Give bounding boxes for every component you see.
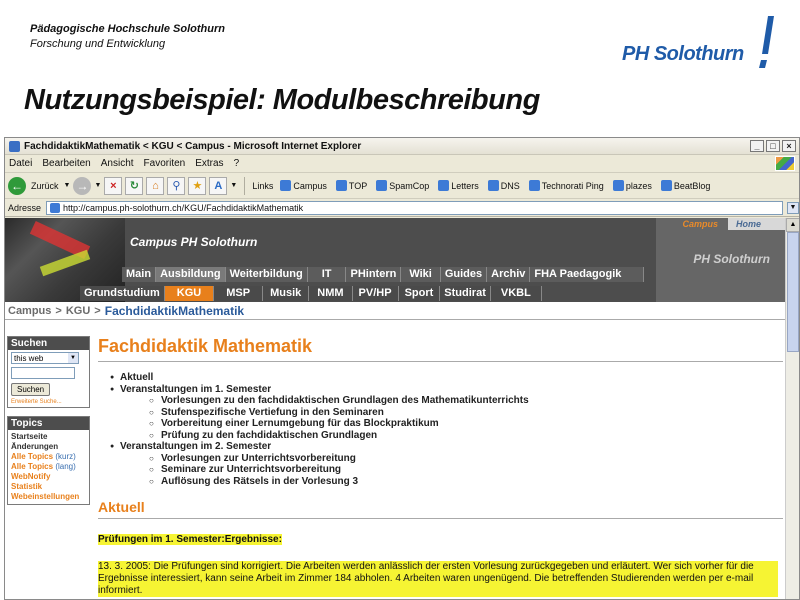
menu-favoriten[interactable]: Favoriten (143, 158, 186, 169)
window-controls (750, 140, 796, 152)
toc-item[interactable]: ○ Vorlesungen zu den fachdidaktischen Grundlagen des Mathematikunterrichts (98, 395, 783, 407)
link-dns[interactable]: DNS (488, 180, 520, 191)
media-dropdown-icon[interactable]: ▼ (230, 182, 238, 189)
toc-item[interactable]: ○ Vorlesungen zur Unterrichtsvorbereitung (98, 453, 783, 465)
banner-right-panel (656, 218, 786, 302)
minimize-button[interactable]: _ (750, 140, 764, 152)
breadcrumb (5, 302, 786, 320)
menu-extras[interactable]: Extras (195, 158, 224, 169)
close-button[interactable]: × (782, 140, 796, 152)
address-bar (5, 199, 799, 217)
page-icon (529, 180, 540, 191)
menu-help[interactable]: ? (233, 158, 240, 169)
stop-icon[interactable]: × (104, 177, 122, 195)
banner-title: Campus PH Solothurn (130, 235, 258, 249)
nav-fha-paedagogik[interactable]: FHA Paedagogik (530, 267, 644, 282)
link-campus[interactable]: Campus (280, 180, 327, 191)
toc-item[interactable]: ○ Seminare zur Unterrichtsvorbereitung (98, 464, 783, 476)
windows-logo-icon (775, 156, 795, 171)
tab-campus[interactable]: Campus (682, 219, 718, 229)
topic-alle-topics-lang[interactable]: Alle Topics (lang) (11, 462, 76, 471)
topic-startseite[interactable]: Startseite (11, 432, 48, 441)
slide-header (30, 22, 225, 52)
links-label: Links (252, 180, 274, 191)
address-input[interactable] (46, 201, 783, 215)
topic-alle-topics-kurz[interactable]: Alle Topics (kurz) (11, 452, 76, 461)
link-beatblog[interactable]: BeatBlog (661, 180, 711, 191)
table-of-contents (98, 372, 783, 487)
scrollbar-thumb[interactable] (787, 232, 799, 352)
crumb-separator: > (55, 304, 62, 317)
page-heading: Fachdidaktik Mathematik (98, 336, 783, 362)
left-sidebar (7, 336, 90, 513)
section-heading-aktuell: Aktuell (98, 499, 783, 519)
nav-phintern[interactable]: PHintern (346, 267, 401, 282)
menu-ansicht[interactable]: Ansicht (100, 158, 134, 169)
subnav-studirat[interactable]: Studirat (440, 286, 491, 301)
highlight-label: Prüfungen im 1. Semester:Ergebnisse: (98, 534, 282, 545)
nav-main[interactable]: Main (122, 267, 156, 282)
subnav-msp[interactable]: MSP (214, 286, 263, 301)
toc-item[interactable]: ○ Stufenspezifische Vertiefung in den Seminaren (98, 407, 783, 419)
crumb-current: FachdidaktikMathematik (104, 303, 245, 318)
page-icon (336, 180, 347, 191)
scroll-up-icon[interactable]: ▲ (786, 218, 800, 232)
topic-webeinstellungen[interactable]: Webeinstellungen (11, 492, 80, 501)
crumb-campus[interactable]: Campus (8, 304, 52, 317)
topic-statistik[interactable]: Statistik (11, 482, 43, 491)
news-paragraph: 13. 3. 2005: Die Prüfungen sind korrigiert. Die Arbeiten werden anlässlich der ersten Vorlesung zurückgegeben und erläutert. Wer sich vorher für die Ergebnisse interessiert, kann seine Arbeit im Zimmer 184 abholen. 4 Arbeiten waren ungenügend. Die betreffenden Studierenden werden per e-mail informiert. (98, 561, 778, 597)
subnav-musik[interactable]: Musik (263, 286, 309, 301)
window-title: FachdidaktikMathematik < KGU < Campus - Microsoft Internet Explorer (24, 140, 362, 152)
toolbar-separator (244, 177, 245, 195)
back-dropdown-icon[interactable]: ▼ (63, 182, 71, 189)
page-icon (438, 180, 449, 191)
toc-item[interactable]: ● Aktuell (98, 372, 783, 384)
address-dropdown-icon[interactable]: ▼ (787, 202, 799, 214)
maximize-button[interactable]: □ (766, 140, 780, 152)
department-name: Forschung und Entwicklung (30, 38, 166, 50)
topic-webnotify[interactable]: WebNotify (11, 472, 51, 481)
back-button-label[interactable]: Zurück (31, 180, 59, 191)
toc-item[interactable]: ● Veranstaltungen im 2. Semester (98, 441, 783, 453)
search-scope-select[interactable]: this web ▼ (11, 352, 79, 364)
subnav-sport[interactable]: Sport (399, 286, 441, 301)
main-navigation (122, 267, 644, 282)
media-icon[interactable]: A (209, 177, 227, 195)
link-spamcop[interactable]: SpamCop (376, 180, 429, 191)
chevron-down-icon: ▼ (68, 353, 78, 363)
browser-window (4, 137, 800, 600)
subnav-grundstudium[interactable]: Grundstudium (80, 286, 165, 301)
toolbar (5, 173, 799, 199)
nav-weiterbildung[interactable]: Weiterbildung (226, 267, 308, 282)
page-icon (661, 180, 672, 191)
address-label: Adresse (8, 202, 42, 213)
topics-box (7, 416, 90, 505)
menu-bearbeiten[interactable]: Bearbeiten (42, 158, 91, 169)
vertical-scrollbar[interactable] (785, 218, 799, 600)
site-banner (5, 218, 786, 302)
back-arrow-icon[interactable]: ← (8, 177, 26, 195)
link-plazes[interactable]: plazes (613, 180, 652, 191)
subnav-kgu[interactable]: KGU (165, 286, 214, 301)
menu-bar (5, 155, 799, 173)
address-url[interactable]: http://campus.ph-solothurn.ch/KGU/FachdidaktikMathematik (63, 202, 304, 213)
page-icon (376, 180, 387, 191)
topic-aenderungen[interactable]: Änderungen (11, 442, 59, 451)
subnav-vkbl[interactable]: VKBL (491, 286, 542, 301)
logo-text: PH Solothurn (622, 43, 744, 65)
ie-icon (9, 141, 20, 152)
main-content (98, 336, 783, 597)
crumb-separator: > (94, 304, 101, 317)
subnav-nmm[interactable]: NMM (309, 286, 352, 301)
search-input[interactable] (11, 367, 75, 379)
institution-name: Pädagogische Hochschule Solothurn (30, 23, 225, 35)
menu-datei[interactable]: Datei (9, 158, 33, 169)
sub-navigation (80, 286, 542, 301)
page-icon (280, 180, 291, 191)
toc-item[interactable]: ○ Prüfung zu den fachdidaktischen Grundlagen (98, 430, 783, 442)
banner-logo: PH Solothurn (693, 252, 770, 266)
window-titlebar (5, 138, 799, 155)
search-button[interactable]: Suchen (11, 383, 50, 396)
home-icon[interactable]: ⌂ (146, 177, 164, 195)
search-icon[interactable]: ⚲ (167, 177, 185, 195)
favorites-star-icon[interactable]: ★ (188, 177, 206, 195)
nav-guides[interactable]: Guides (441, 267, 487, 282)
forward-arrow-icon[interactable]: → (73, 177, 91, 195)
toc-item[interactable]: ○ Vorbereitung einer Lernumgebung für das Blockpraktikum (98, 418, 783, 430)
search-box (7, 336, 90, 408)
nav-archiv[interactable]: Archiv (487, 267, 530, 282)
slide-title: Nutzungsbeispiel: Modulbeschreibung (24, 84, 540, 116)
tab-home[interactable]: Home (728, 218, 786, 230)
page-icon (50, 203, 60, 213)
link-letters[interactable]: Letters (438, 180, 479, 191)
refresh-icon[interactable]: ↻ (125, 177, 143, 195)
advanced-search-link[interactable]: Erweiterte Suche... (11, 399, 62, 405)
toc-item[interactable]: ○ Auflösung des Rätsels in der Vorlesung 3 (98, 476, 783, 488)
nav-wiki[interactable]: Wiki (401, 267, 441, 282)
subnav-pv-hp[interactable]: PV/HP (353, 286, 399, 301)
toc-item[interactable]: ● Veranstaltungen im 1. Semester (98, 384, 783, 396)
link-top[interactable]: TOP (336, 180, 367, 191)
crumb-kgu[interactable]: KGU (65, 304, 91, 317)
page-viewport (5, 218, 786, 600)
page-icon (488, 180, 499, 191)
ph-solothurn-logo (622, 14, 782, 72)
link-technorati-ping[interactable]: Technorati Ping (529, 180, 604, 191)
search-box-header: Suchen (8, 337, 89, 350)
topics-box-header: Topics (8, 417, 89, 430)
page-icon (613, 180, 624, 191)
nav-ausbildung[interactable]: Ausbildung (156, 267, 226, 282)
forward-dropdown-icon[interactable]: ▼ (94, 182, 102, 189)
nav-it[interactable]: IT (308, 267, 347, 282)
